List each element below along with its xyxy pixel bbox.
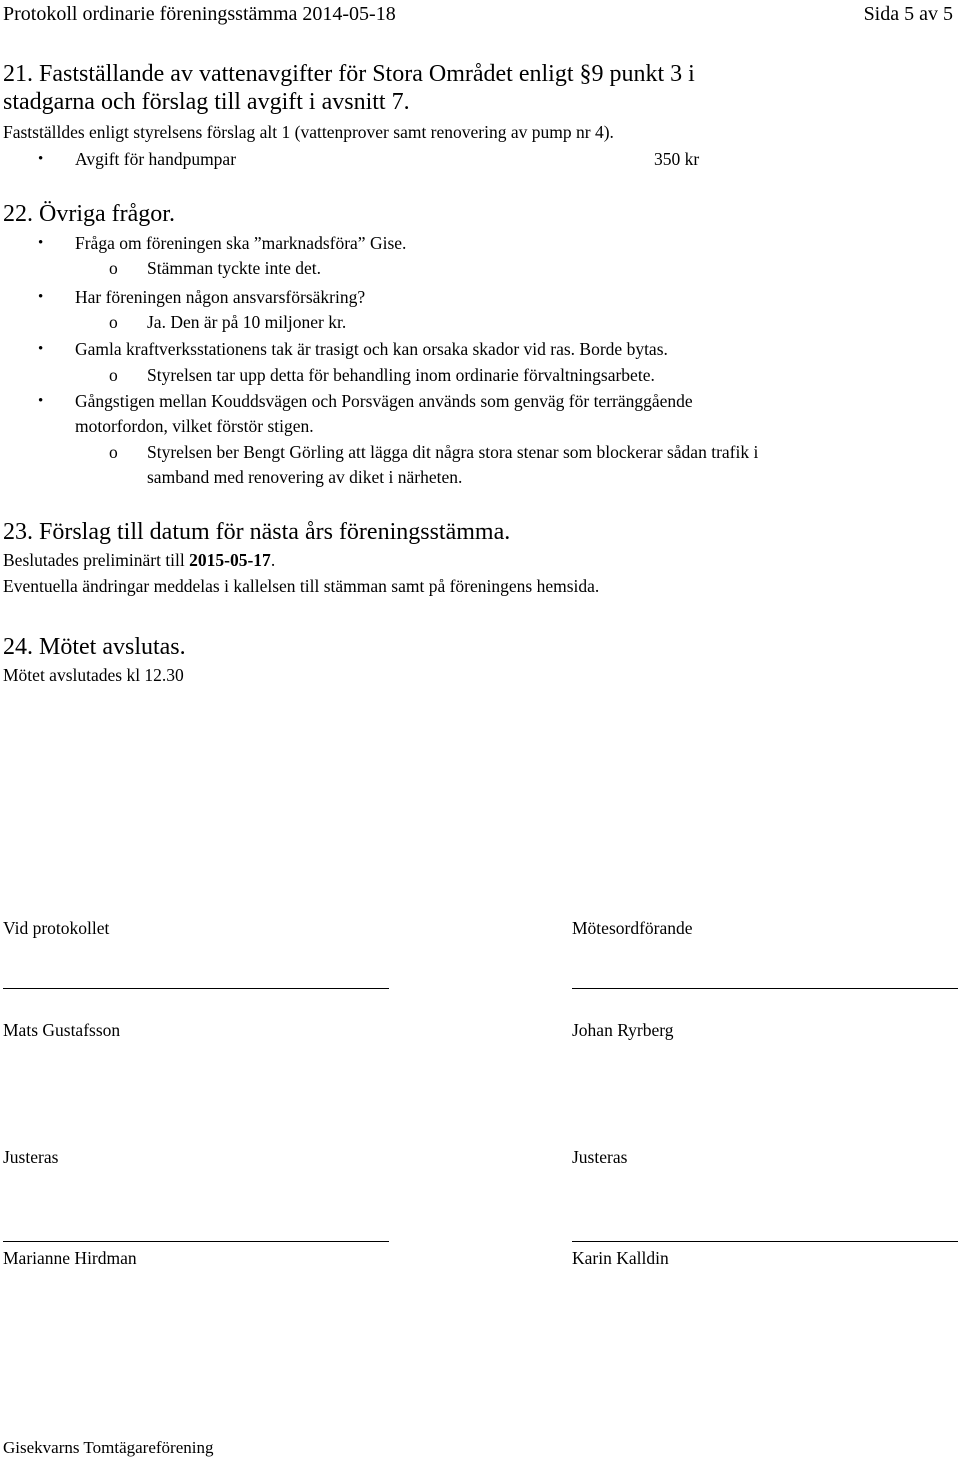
list-subitem: Stämman tyckte inte det. (147, 258, 321, 278)
signature-name-left-2: Marianne Hirdman (3, 1248, 137, 1268)
bullet-icon: • (38, 341, 44, 357)
section-21-heading-line2: stadgarna och förslag till avgift i avsnitt 7. (3, 89, 410, 115)
list-item-continued: motorfordon, vilket förstör stigen. (75, 416, 314, 436)
list-subitem: Ja. Den är på 10 miljoner kr. (147, 312, 347, 332)
section-23-heading: 23. Förslag till datum för nästa års föreningsstämma. (3, 519, 511, 545)
bullet-icon: • (38, 289, 44, 305)
page-number: Sida 5 av 5 (863, 3, 953, 25)
fee-label: Avgift för handpumpar (75, 149, 237, 169)
list-item: Har föreningen någon ansvarsförsäkring? (75, 287, 366, 307)
signature-name-right-2: Karin Kalldin (572, 1248, 669, 1268)
section-23-note: Eventuella ändringar meddelas i kallelsen till stämman samt på föreningens hemsida. (3, 576, 600, 596)
list-subitem: Styrelsen tar upp detta för behandling inom ordinarie förvaltningsarbete. (147, 365, 655, 385)
signature-role-right-2: Justeras (572, 1147, 628, 1167)
fee-value: 350 kr (654, 149, 700, 169)
signature-role-left-2: Justeras (3, 1147, 59, 1167)
list-subitem-continued: samband med renovering av diket i närheten. (147, 467, 463, 487)
section-24-heading: 24. Mötet avslutas. (3, 634, 186, 660)
footer-organization: Gisekvarns Tomtägareförening (3, 1438, 214, 1457)
bullet-icon: • (38, 393, 44, 409)
sub-bullet-icon: o (109, 442, 118, 462)
section-24-text: Mötet avslutades kl 12.30 (3, 665, 184, 685)
list-item: Gamla kraftverksstationens tak är trasigt och kan orsaka skador vid ras. Borde bytas. (75, 339, 668, 359)
signature-name-right-1: Johan Ryrberg (572, 1020, 674, 1040)
signature-line-left-2 (3, 1241, 389, 1242)
section-22-heading: 22. Övriga frågor. (3, 201, 175, 227)
section-21-heading-line1: 21. Fastställande av vattenavgifter för Stora Området enligt §9 punkt 3 i (3, 61, 695, 87)
bullet-icon: • (38, 151, 44, 167)
section-21-decision: Fastställdes enligt styrelsens förslag alt 1 (vattenprover samt renovering av pump nr 4). (3, 122, 614, 142)
sub-bullet-icon: o (109, 365, 118, 385)
signature-name-left-1: Mats Gustafsson (3, 1020, 121, 1040)
signature-role-right-1: Mötesordförande (572, 918, 693, 938)
signature-role-left-1: Vid protokollet (3, 918, 110, 938)
list-item: Gångstigen mellan Kouddsvägen och Porsvägen används som genväg för terränggående (75, 391, 693, 411)
signature-line-right-1 (572, 988, 958, 989)
document-title: Protokoll ordinarie föreningsstämma 2014-05-18 (3, 3, 396, 25)
list-subitem: Styrelsen ber Bengt Görling att lägga dit några stora stenar som blockerar sådan trafik i (147, 442, 759, 462)
decided-date: 2015-05-17 (189, 550, 271, 570)
sub-bullet-icon: o (109, 258, 118, 278)
section-23-decision: Beslutades preliminärt till 2015-05-17. (3, 550, 276, 570)
bullet-icon: • (38, 235, 44, 251)
signature-line-right-2 (572, 1241, 958, 1242)
signature-line-left-1 (3, 988, 389, 989)
list-item: Fråga om föreningen ska ”marknadsföra” Gise. (75, 233, 407, 253)
sub-bullet-icon: o (109, 312, 118, 332)
